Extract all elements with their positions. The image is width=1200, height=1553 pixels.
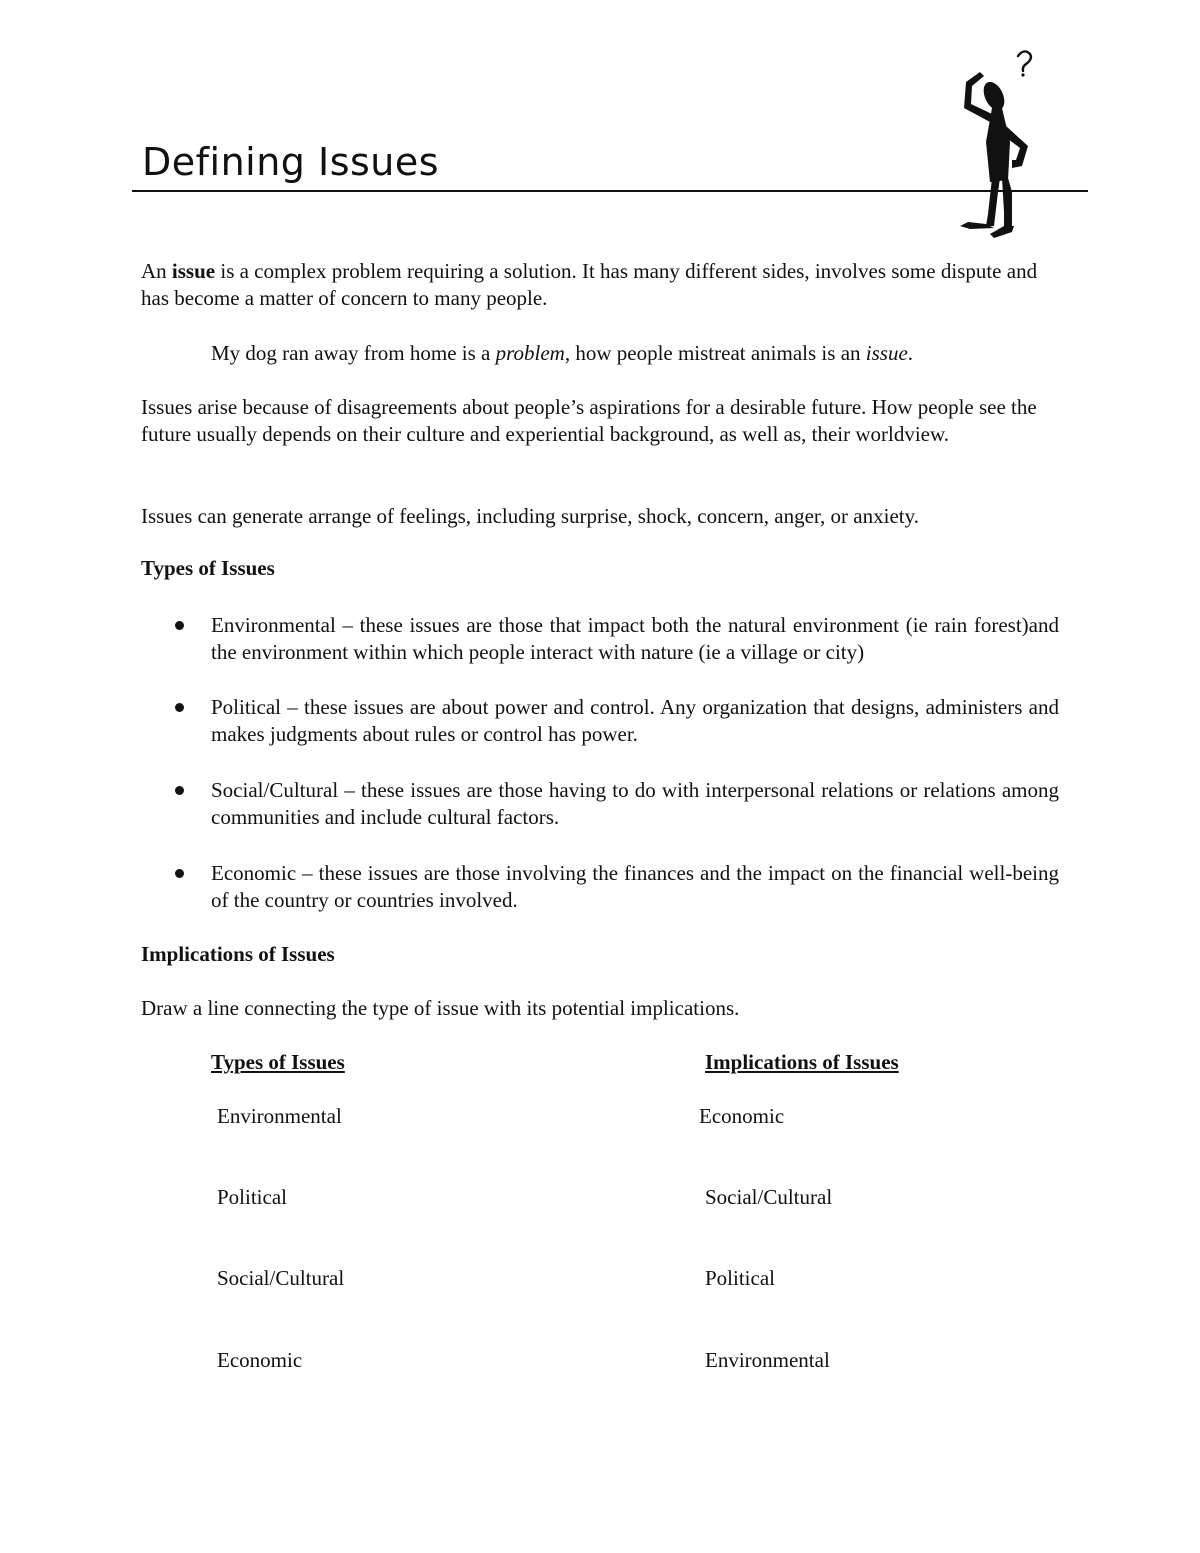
left-item-economic: Economic: [217, 1348, 303, 1372]
feelings-paragraph: Issues can generate arrange of feelings, including surprise, shock, concern, anger, or anxiety.: [141, 504, 919, 528]
left-item-political: Political: [217, 1185, 287, 1209]
intro-paragraph: [141, 258, 1061, 312]
example-part-3: .: [907, 341, 914, 365]
left-item-social-cultural: Social/Cultural: [217, 1266, 345, 1290]
implications-column-header: Implications of Issues: [705, 1050, 899, 1074]
list-item-text: Economic – these issues are those involving the finances and the impact on the financial well-being of the country or countries involved.: [211, 861, 1059, 912]
example-part-1: My dog ran away from home is a: [211, 341, 496, 365]
left-item-environmental: Environmental: [217, 1104, 342, 1128]
right-item-economic: Economic: [699, 1104, 785, 1128]
types-heading: Types of Issues: [141, 556, 275, 580]
bullet-icon: [175, 703, 184, 712]
intro-suffix: is a complex problem requiring a solution. It has many different sides, involves some dispute and has become a matter of concern to many people.: [141, 259, 1038, 310]
example-sentence: [211, 340, 1071, 367]
instruction-text: Draw a line connecting the type of issue with its potential implications.: [141, 996, 740, 1020]
bullet-icon: [175, 786, 184, 795]
right-item-political: Political: [705, 1266, 775, 1290]
types-column-header: Types of Issues: [211, 1050, 345, 1074]
list-item-text: Social/Cultural – these issues are those having to do with interpersonal relations or relations among communities and include cultural factors.: [211, 778, 1059, 829]
list-item-text: Political – these issues are about power and control. Any organization that designs, administers and makes judgments about rules or control has power.: [211, 695, 1059, 746]
example-italic-issue: issue: [865, 341, 908, 365]
page-title: Defining Issues: [142, 140, 440, 184]
implications-heading: Implications of Issues: [141, 942, 335, 966]
example-italic-problem: problem: [495, 341, 565, 365]
title-rule: [132, 190, 1088, 192]
bullet-icon: [175, 869, 184, 878]
bullet-icon: [175, 621, 184, 630]
thinking-person-icon: [950, 42, 1046, 238]
types-list: [174, 612, 1062, 912]
list-item-text: Environmental – these issues are those that impact both the natural environment (ie rain forest)and the environment within which people interact with nature (ie a village or city): [211, 613, 1059, 664]
intro-term: issue: [171, 259, 216, 283]
right-item-social-cultural: Social/Cultural: [705, 1185, 833, 1209]
right-item-environmental: Environmental: [705, 1348, 830, 1372]
example-part-2: , how people mistreat animals is an: [564, 341, 866, 365]
aspirations-paragraph: Issues arise because of disagreements about people’s aspirations for a desirable future. How people see the future usually depends on their culture and experiential background, as well as, their worldview.: [141, 395, 1037, 446]
intro-prefix: An: [141, 259, 172, 283]
